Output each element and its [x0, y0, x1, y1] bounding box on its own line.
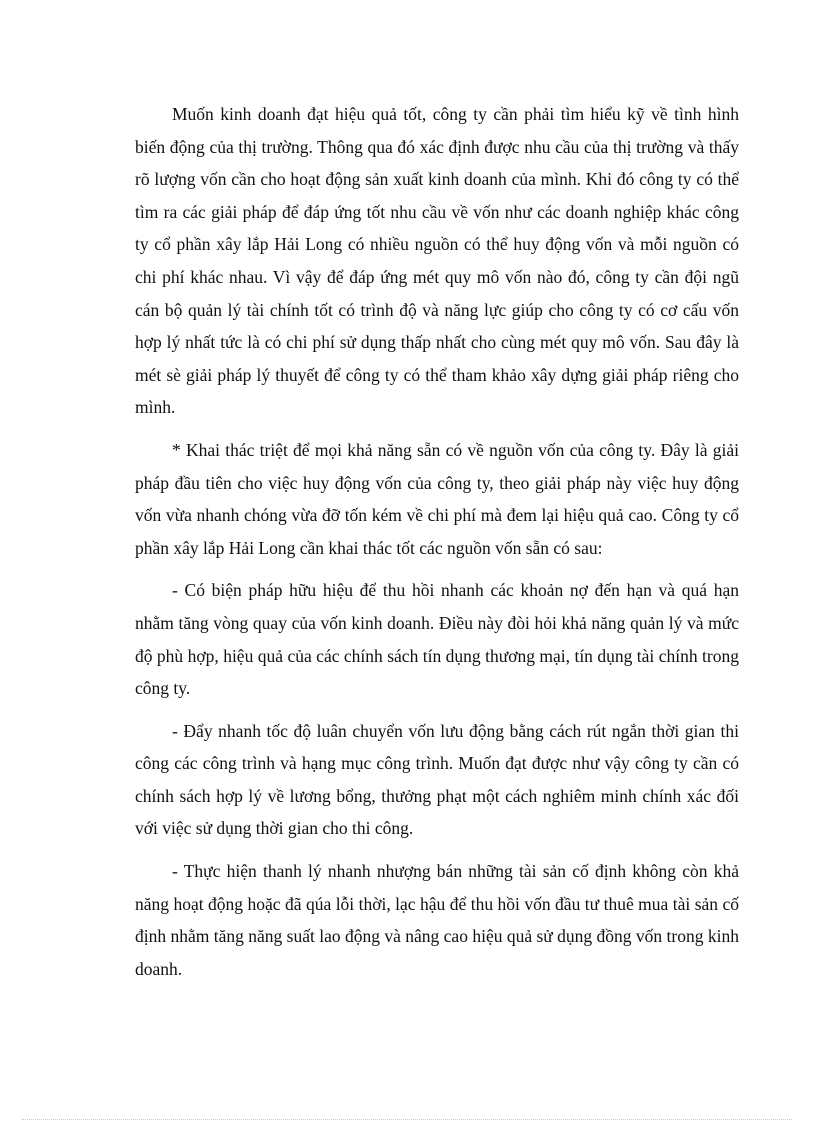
paragraph-intro: Muốn kinh doanh đạt hiệu quả tốt, công ty cần phải tìm hiểu kỹ về tình hình biến động của thị trường. Thông qua đó xác định được nhu cầu của thị trường và thấy rõ lượng vốn cần cho hoạt động sản xuất kinh doanh của mình. Khi đó công ty có thể tìm ra các giải pháp để đáp ứng tốt nhu cầu về vốn như các doanh nghiệp khác công ty cổ phần xây lắp Hải Long có nhiều nguồn có thể huy động vốn và mỗi nguồn có chi phí khác nhau. Vì vậy để đáp ứng mét quy mô vốn nào đó, công ty cần đội ngũ cán bộ quản lý tài chính tốt có trình độ và năng lực giúp cho công ty có cơ cấu vốn hợp lý nhất tức là có chi phí sử dụng thấp nhất cho cùng mét quy mô vốn. Sau đây là mét sè giải pháp lý thuyết để công ty có thể tham khảo xây dựng giải pháp riêng cho mình.	[135, 104, 739, 418]
document-body	[135, 98, 739, 995]
page-footer-divider	[22, 1119, 792, 1120]
paragraph-exploit-capital: * Khai thác triệt để mọi khả năng sẵn có về nguồn vốn của công ty. Đây là giải pháp đầu tiên cho việc huy động vốn của công ty, theo giải pháp này việc huy động vốn vừa nhanh chóng vừa đỡ tốn kém về chi phí mà đem lại hiệu quả cao. Công ty cổ phần xây lắp Hải Long cần khai thác tốt các nguồn vốn sẵn có sau:	[135, 439, 739, 558]
paragraph-debt-recovery: - Có biện pháp hữu hiệu để thu hồi nhanh các khoản nợ đến hạn và quá hạn nhằm tăng vòng quay của vốn kinh doanh. Điều này đòi hỏi khả năng quản lý và mức độ phù hợp, hiệu quả của các chính sách tín dụng thương mại, tín dụng tài chính trong công ty.	[135, 580, 739, 699]
paragraph-asset-liquidation: - Thực hiện thanh lý nhanh nhượng bán những tài sản cố định không còn khả năng hoạt động hoặc đã qúa lỗi thời, lạc hậu để thu hồi vốn đầu tư thuê mua tài sản cố định nhằm tăng năng suất lao động và nâng cao hiệu quả sử dụng đồng vốn trong kinh doanh.	[135, 861, 739, 979]
paragraph-working-capital: - Đẩy nhanh tốc độ luân chuyển vốn lưu động bằng cách rút ngắn thời gian thi công các công trình và hạng mục công trình. Muốn đạt được như vậy công ty cần có chính sách hợp lý về lương bổng, thưởng phạt một cách nghiêm minh chính xác đối với việc sử dụng thời gian cho thi công.	[135, 720, 739, 839]
